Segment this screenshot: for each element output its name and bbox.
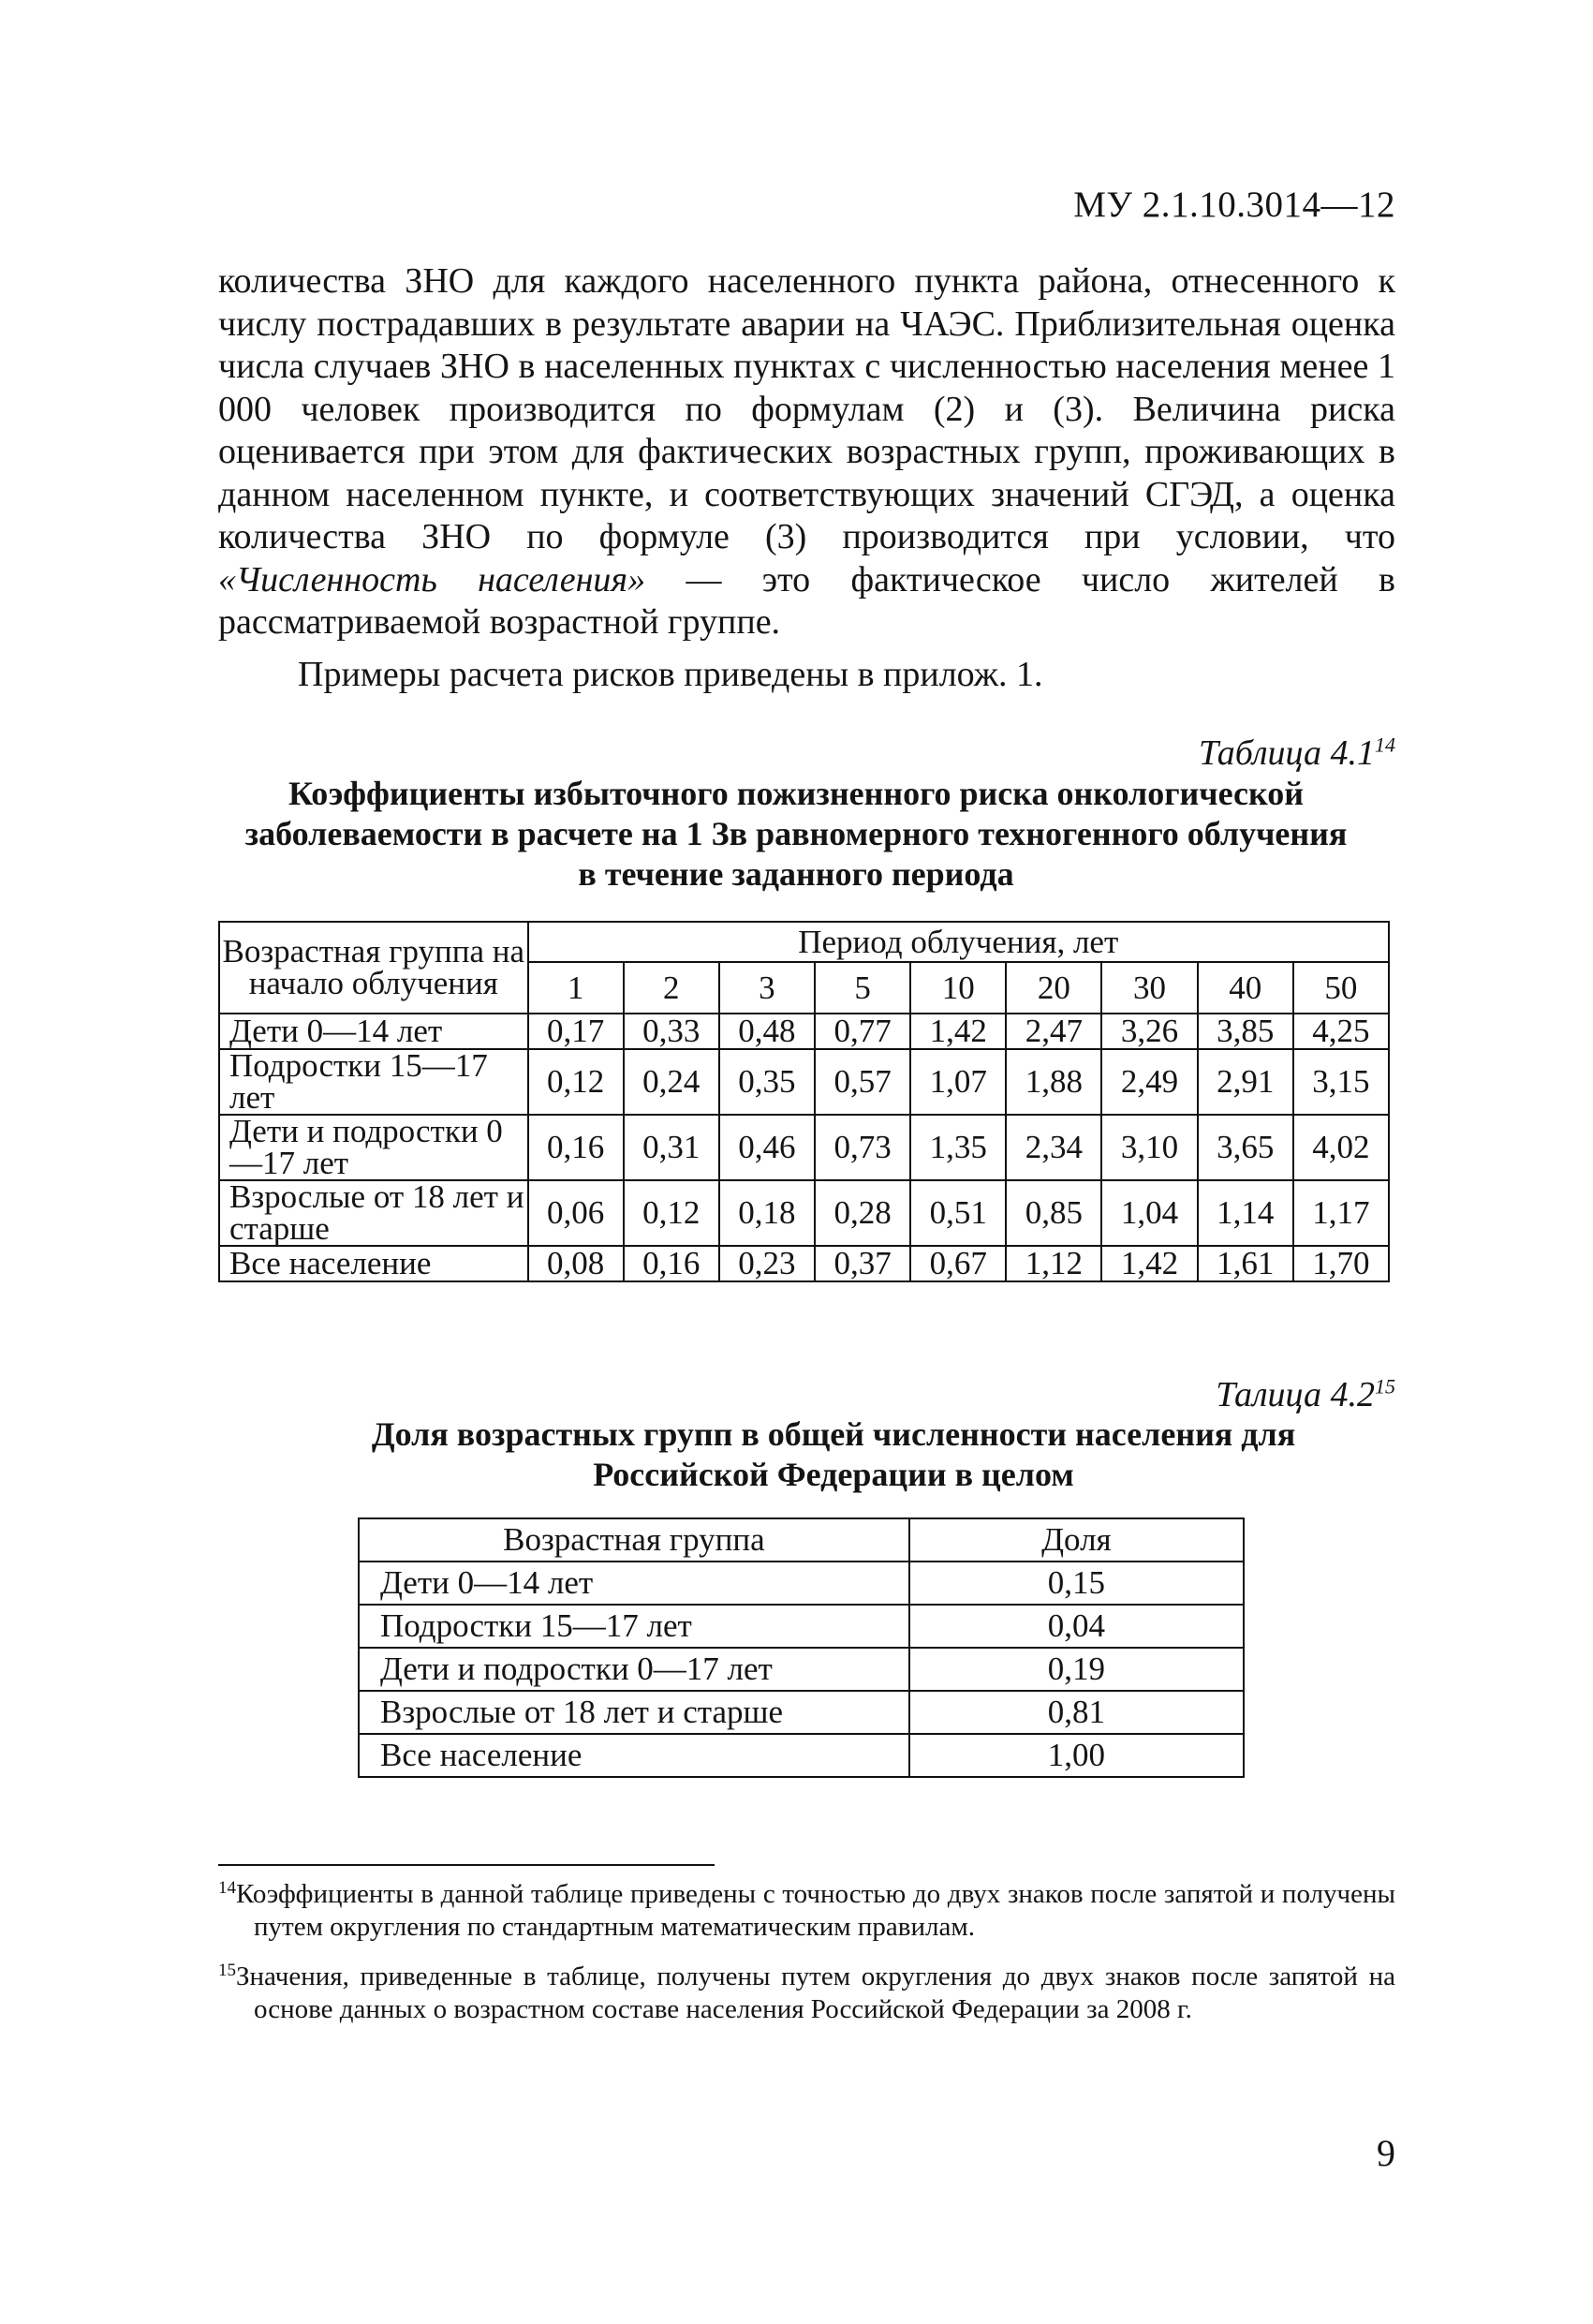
coefficient-cell: 1,04 <box>1101 1180 1197 1246</box>
share-cell: 0,04 <box>909 1605 1244 1648</box>
table-row <box>359 1734 1244 1777</box>
coefficient-cell: 0,73 <box>815 1115 910 1180</box>
coefficient-cell: 0,18 <box>719 1180 815 1246</box>
row-label: Подростки 15—17 лет <box>219 1049 528 1115</box>
row-label: Дети 0—14 лет <box>359 1562 909 1605</box>
period-header: 5 <box>815 962 910 1014</box>
period-header: 50 <box>1293 962 1389 1014</box>
table1-number <box>1030 733 1395 774</box>
risk-coefficients-table <box>218 921 1390 1282</box>
table-row <box>219 1049 1389 1115</box>
share-cell: 0,19 <box>909 1648 1244 1691</box>
period-header: 3 <box>719 962 815 1014</box>
table2-footnote-mark: 15 <box>1375 1374 1395 1399</box>
coefficient-cell: 3,65 <box>1198 1115 1293 1180</box>
coefficient-cell: 0,17 <box>528 1014 624 1049</box>
column-header-age-group: Возрастная группа <box>359 1518 909 1562</box>
coefficient-cell: 3,15 <box>1293 1049 1389 1115</box>
coefficient-cell: 2,49 <box>1101 1049 1197 1115</box>
page-number: 9 <box>1377 2132 1395 2174</box>
coefficient-cell: 0,85 <box>1006 1180 1101 1246</box>
row-label: Все население <box>359 1734 909 1777</box>
row-label: Дети 0—14 лет <box>219 1014 528 1049</box>
period-header: 10 <box>910 962 1006 1014</box>
row-label: Взрослые от 18 лет и старше <box>359 1691 909 1734</box>
period-header: 40 <box>1198 962 1293 1014</box>
table2-title: Доля возрастных групп в общей численности населения для Российской Федерации в целом <box>371 1415 1296 1493</box>
coefficient-cell: 0,23 <box>719 1246 815 1281</box>
coefficient-cell: 3,10 <box>1101 1115 1197 1180</box>
share-cell: 0,81 <box>909 1691 1244 1734</box>
table1-number-label: Таблица 4.1 <box>1199 733 1375 773</box>
coefficient-cell: 3,85 <box>1198 1014 1293 1049</box>
coefficient-cell: 1,12 <box>1006 1246 1101 1281</box>
coefficient-cell: 0,28 <box>815 1180 910 1246</box>
coefficient-cell: 0,57 <box>815 1049 910 1115</box>
coefficient-cell: 0,08 <box>528 1246 624 1281</box>
period-header: 20 <box>1006 962 1101 1014</box>
coefficient-cell: 0,48 <box>719 1014 815 1049</box>
coefficient-cell: 0,12 <box>528 1049 624 1115</box>
column-header-share: Доля <box>909 1518 1244 1562</box>
paragraph-1 <box>218 260 1395 644</box>
coefficient-cell: 0,37 <box>815 1246 910 1281</box>
footnote-text: Значения, приведенные в таблице, получены путем округления до двух знаков после запятой на основе данных о возрастном составе населения Российской Федерации за 2008 г. <box>236 1961 1395 2024</box>
coefficient-cell: 1,14 <box>1198 1180 1293 1246</box>
coefficient-cell: 1,70 <box>1293 1246 1389 1281</box>
coefficient-cell: 0,31 <box>624 1115 719 1180</box>
row-label: Дети и подростки 0—17 лет <box>219 1115 528 1180</box>
coefficient-cell: 0,51 <box>910 1180 1006 1246</box>
coefficient-cell: 2,34 <box>1006 1115 1101 1180</box>
share-cell: 0,15 <box>909 1562 1244 1605</box>
row-label: Все население <box>219 1246 528 1281</box>
coefficient-cell: 0,16 <box>528 1115 624 1180</box>
row-label: Дети и подростки 0—17 лет <box>359 1648 909 1691</box>
table-row <box>359 1648 1244 1691</box>
table-row <box>219 1180 1389 1246</box>
table-row <box>359 1562 1244 1605</box>
coefficient-cell: 1,07 <box>910 1049 1006 1115</box>
footnote-separator <box>218 1864 715 1866</box>
share-cell: 1,00 <box>909 1734 1244 1777</box>
row-label: Подростки 15—17 лет <box>359 1605 909 1648</box>
coefficient-cell: 1,42 <box>910 1014 1006 1049</box>
period-header: 30 <box>1101 962 1197 1014</box>
coefficient-cell: 0,12 <box>624 1180 719 1246</box>
coefficient-cell: 3,26 <box>1101 1014 1197 1049</box>
row-label: Взрослые от 18 лет и старше <box>219 1180 528 1246</box>
table-row <box>219 1115 1389 1180</box>
body-text <box>218 260 1395 696</box>
table2-number-label: Талица 4.2 <box>1216 1375 1375 1414</box>
coefficient-cell: 1,17 <box>1293 1180 1389 1246</box>
paragraph-2: Примеры расчета рисков приведены в прилож. 1. <box>298 654 1043 694</box>
footnote-15 <box>218 1954 1395 2026</box>
footnote-mark: 15 <box>218 1961 236 1980</box>
coefficient-cell: 0,24 <box>624 1049 719 1115</box>
coefficient-cell: 2,47 <box>1006 1014 1101 1049</box>
paragraph-1-end: — это фактическое число жителей в рассматриваемой возрастной группе. <box>218 559 1395 642</box>
period-header: 2 <box>624 962 719 1014</box>
column-header-period: Период облучения, лет <box>528 922 1389 962</box>
table2-number <box>1030 1374 1395 1415</box>
age-share-table <box>358 1517 1245 1778</box>
coefficient-cell: 1,88 <box>1006 1049 1101 1115</box>
table-row <box>219 1014 1389 1049</box>
coefficient-cell: 0,77 <box>815 1014 910 1049</box>
document-code: МУ 2.1.10.3014—12 <box>1073 185 1395 225</box>
footnote-text: Коэффициенты в данной таблице приведены с точностью до двух знаков после запятой и получены путем округления по стандартным математическим правилам. <box>236 1879 1395 1942</box>
footnote-mark: 14 <box>218 1878 236 1898</box>
coefficient-cell: 4,02 <box>1293 1115 1389 1180</box>
coefficient-cell: 0,33 <box>624 1014 719 1049</box>
table1-title: Коэффициенты избыточного пожизненного риска онкологической заболеваемости в расчете на 1 Зв равномерного техногенного облучения в течение заданного периода <box>244 775 1348 893</box>
coefficient-cell: 0,46 <box>719 1115 815 1180</box>
paragraph-1-start: количества ЗНО для каждого населенного пункта района, отнесенного к числу пострадавших в результате аварии на ЧАЭС. Приблизительная оценка числа случаев ЗНО в населенных пунктах с численностью населения менее 1 000 человек производится по формулам (2) и (3). Величина риска оценивается при этом для фактических возрастных групп, проживающих в данном населенном пункте, и соответствующих значений СГЭД, а оценка количества ЗНО по формуле (3) производится при условии, что <box>218 261 1395 556</box>
coefficient-cell: 4,25 <box>1293 1014 1389 1049</box>
period-header: 1 <box>528 962 624 1014</box>
coefficient-cell: 1,42 <box>1101 1246 1197 1281</box>
coefficient-cell: 2,91 <box>1198 1049 1293 1115</box>
coefficient-cell: 0,35 <box>719 1049 815 1115</box>
coefficient-cell: 1,35 <box>910 1115 1006 1180</box>
table-row <box>359 1691 1244 1734</box>
table1-footnote-mark: 14 <box>1375 733 1395 757</box>
table-row <box>219 1246 1389 1281</box>
coefficient-cell: 0,06 <box>528 1180 624 1246</box>
coefficient-cell: 1,61 <box>1198 1246 1293 1281</box>
table-row <box>359 1605 1244 1648</box>
coefficient-cell: 0,16 <box>624 1246 719 1281</box>
paragraph-1-emphasis: «Численность населения» <box>218 559 646 600</box>
coefficient-cell: 0,67 <box>910 1246 1006 1281</box>
column-header-age-group: Возрастная группа на начало облучения <box>219 922 528 1014</box>
footnote-14 <box>218 1872 1395 1944</box>
